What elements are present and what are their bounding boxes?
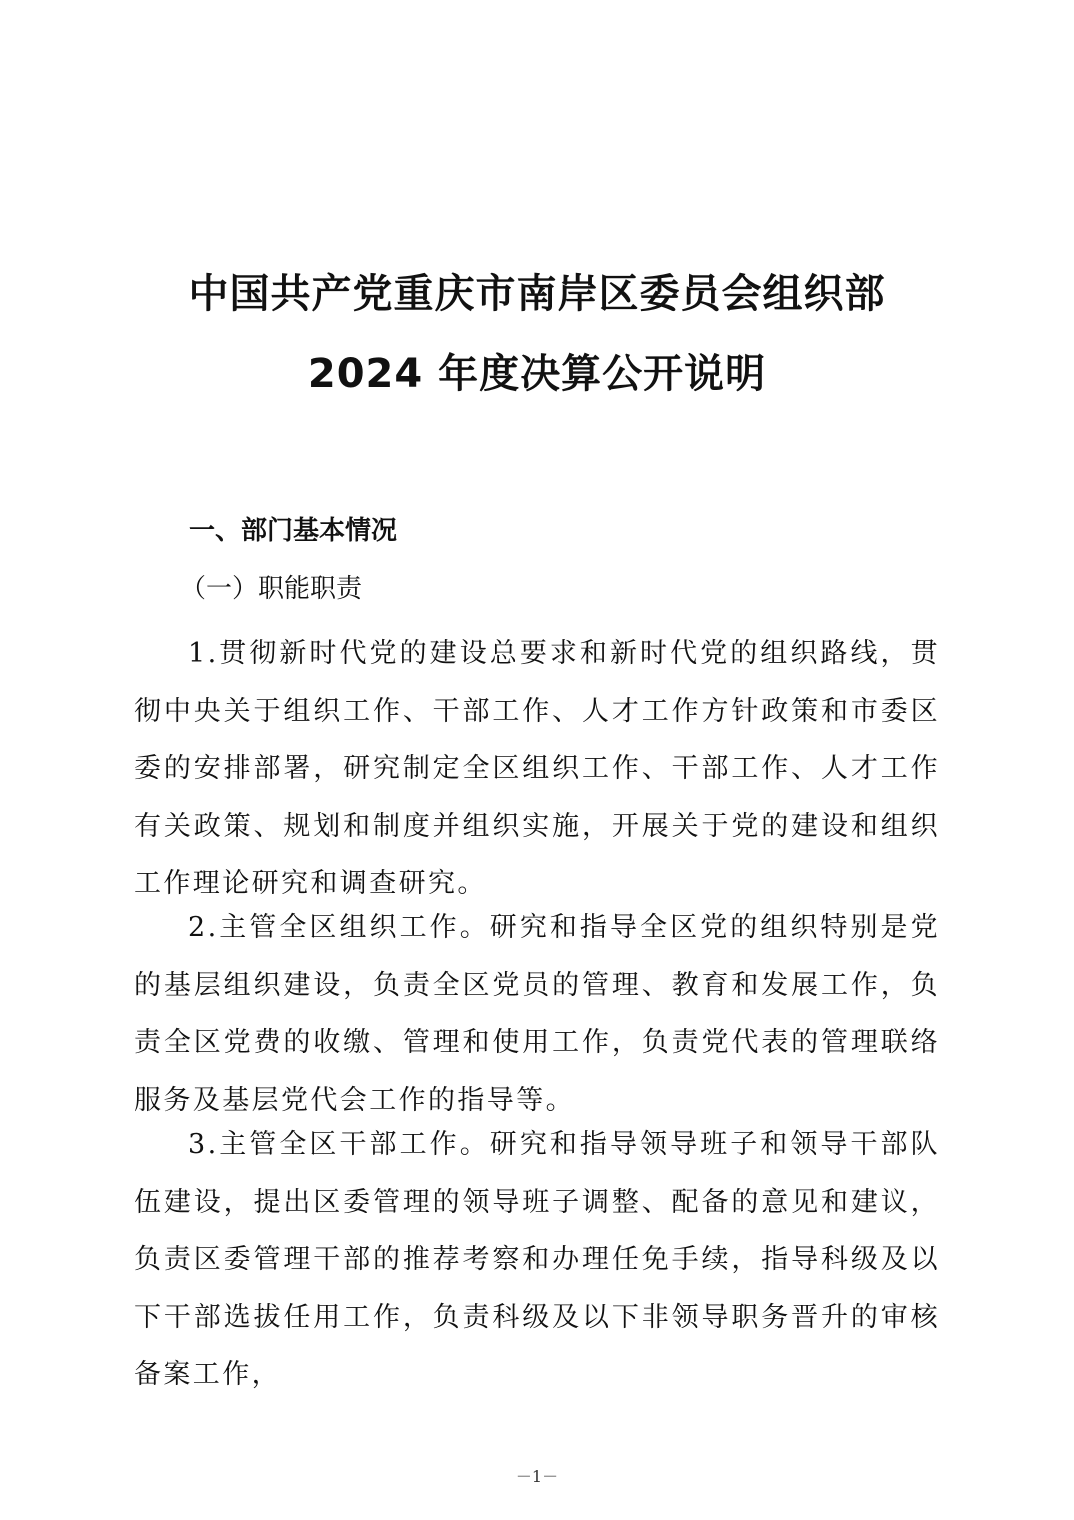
subsection-heading: （一）职能职责 — [180, 574, 363, 604]
paragraph-2: 2.主管全区组织工作。研究和指导全区党的组织特别是党的基层组织建设，负责全区党员的管理、教育和发展工作，负责全区党费的收缴、管理和使用工作，负责党代表的管理联络服务及基层党代会工作的指导等。 — [134, 912, 940, 1116]
section-heading: 一、部门基本情况 — [189, 516, 398, 546]
document-title-line-2: 2024 年度决算公开说明 — [307, 351, 767, 397]
page-number: －1－ — [515, 1467, 559, 1486]
document-title-line-1: 中国共产党重庆市南岸区委员会组织部 — [188, 271, 886, 317]
paragraph-3: 3.主管全区干部工作。研究和指导领导班子和领导干部队伍建设，提出区委管理的领导班子调整、配备的意见和建议，负责区委管理干部的推荐考察和办理任免手续，指导科级及以下干部选拔任用工作，负责科级及以下非领导职务晋升的审核备案工作， — [134, 1129, 940, 1390]
paragraph-1: 1.贯彻新时代党的建设总要求和新时代党的组织路线，贯彻中央关于组织工作、干部工作、人才工作方针政策和市委区委的安排部署，研究制定全区组织工作、干部工作、人才工作有关政策、规划和制度并组织实施，开展关于党的建设和组织工作理论研究和调查研究。 — [134, 638, 940, 899]
